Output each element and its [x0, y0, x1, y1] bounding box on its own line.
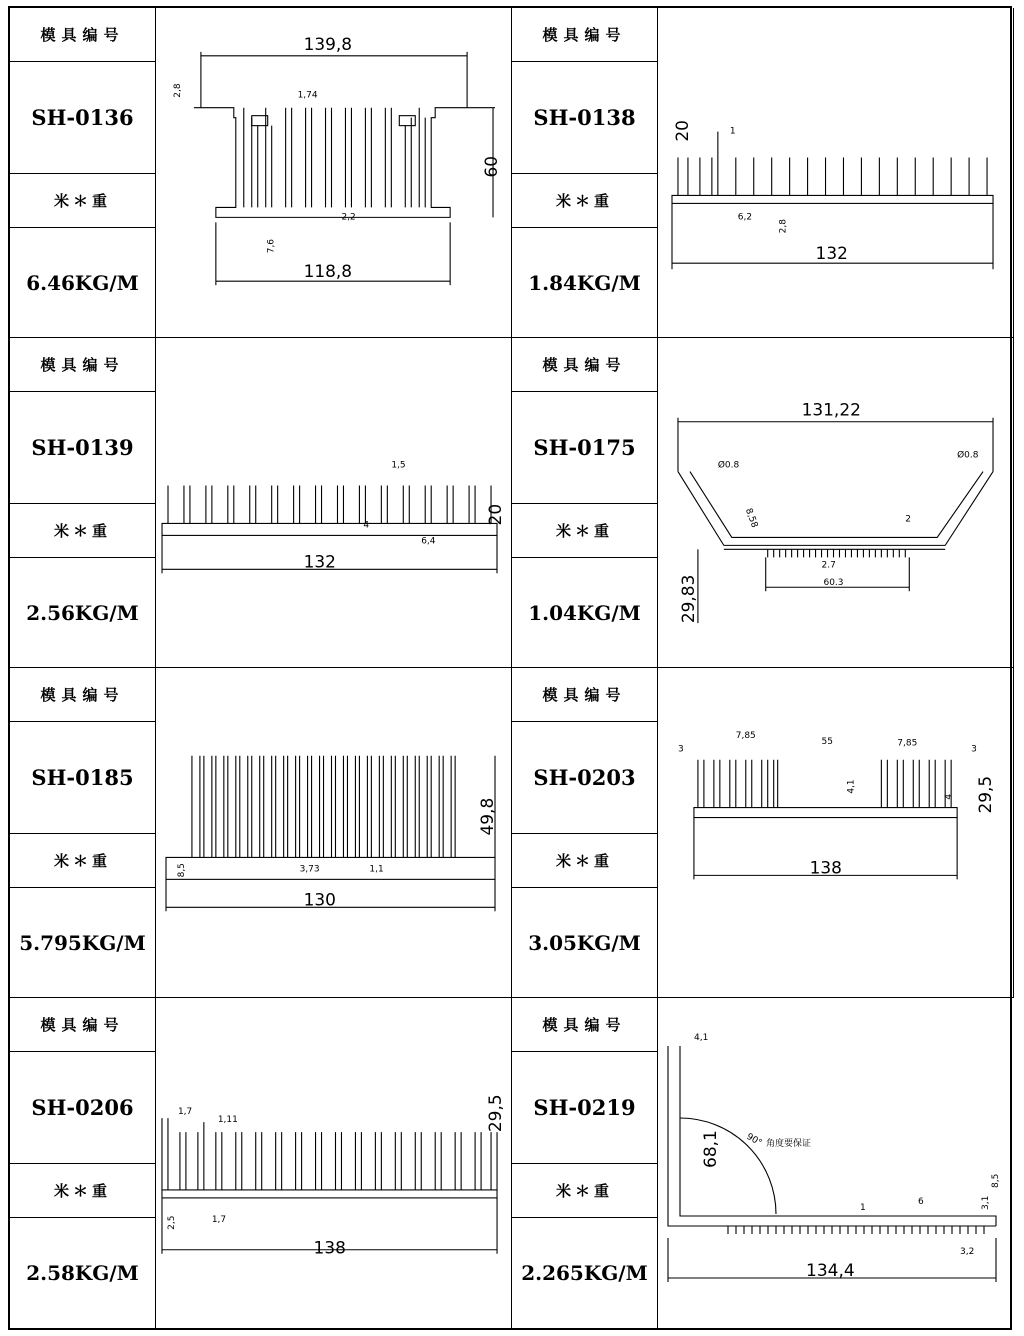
dim-base: 8,5: [176, 863, 187, 878]
weight-value: 1.04KG/M: [528, 600, 641, 625]
dim-height: 68,1: [701, 1130, 721, 1168]
dim-base-width: 118,8: [303, 261, 353, 282]
heatsink-drawing-sh-0219: [658, 998, 1014, 1328]
drawing-sh-0138: [658, 8, 1014, 338]
weight-value: 2.56KG/M: [26, 600, 139, 625]
weight-header: 米＊重: [512, 174, 657, 228]
drawing-sh-0185: [156, 668, 512, 998]
mold-code: SH-0206: [10, 1052, 155, 1164]
dim-group-left: 7,85: [735, 730, 756, 741]
dim-height: 49,8: [477, 797, 498, 836]
weight-value: 2.265KG/M: [521, 1261, 648, 1285]
dim-slot: 8,58: [742, 507, 760, 530]
dim-height: 20: [484, 503, 505, 526]
dim-fin: 2.7: [821, 560, 836, 571]
weight-header: 米＊重: [10, 834, 155, 888]
weight-value: 2.58KG/M: [26, 1261, 139, 1285]
dim-span: 60.3: [823, 578, 844, 589]
dim-height: 20: [671, 120, 692, 142]
dim-fin: 1,1: [369, 864, 384, 875]
dim-height: 29,83: [677, 574, 698, 624]
dim-fin: 1: [860, 1203, 866, 1213]
mold-number-header: 模具编号: [512, 338, 657, 392]
label-column: [10, 998, 156, 1328]
angle-label: 90°: [744, 1131, 764, 1149]
heatsink-drawing-sh-0185: [156, 668, 511, 997]
mold-code: SH-0138: [512, 62, 657, 174]
dim-wall: 4,1: [694, 1033, 709, 1043]
dim-base: 3,1: [981, 1195, 991, 1210]
mold-code: SH-0175: [512, 392, 657, 504]
dim-base-height: 7,6: [266, 238, 277, 254]
dim-width: 131,22: [801, 399, 861, 420]
dim-total: 8,5: [991, 1173, 1001, 1188]
angle-note: 角度要保证: [766, 1139, 812, 1149]
weight-value: 6.46KG/M: [26, 270, 139, 295]
heatsink-drawing-sh-0206: [156, 998, 511, 1328]
label-column: [10, 668, 156, 998]
drawing-sh-0203: [658, 668, 1014, 998]
label-column: [10, 8, 156, 338]
mold-number-header: 模具编号: [512, 668, 657, 722]
label-column: [512, 338, 658, 668]
dim-group-right: 7,85: [897, 738, 918, 749]
dim-width: 132: [815, 243, 848, 264]
dim-fin: 1,11: [217, 1115, 238, 1126]
mold-number-header: 模具编号: [10, 338, 155, 392]
dim-base: 2,8: [778, 219, 789, 234]
mold-code: SH-0185: [10, 722, 155, 834]
drawing-sh-0219: [658, 998, 1014, 1328]
mold-number-header: 模具编号: [512, 998, 657, 1052]
dim-pitch: 6,2: [737, 212, 753, 223]
dim-height: 29,5: [975, 775, 996, 814]
dim-pitch: 6,4: [421, 536, 436, 547]
dim-center: 55: [821, 736, 833, 747]
dim-base: 4: [363, 520, 370, 531]
dim-gap: 2,2: [341, 212, 356, 223]
drawing-sh-0136: [156, 8, 512, 338]
dim-width: 134,4: [806, 1261, 855, 1281]
label-column: [512, 668, 658, 998]
heatsink-drawing-sh-0136: [156, 8, 511, 337]
dim-height: 29,5: [485, 1094, 506, 1133]
dim-height: 60: [481, 155, 502, 178]
dim-width: 138: [809, 857, 842, 878]
dim-gap: 3,2: [960, 1247, 975, 1257]
weight-header: 米＊重: [512, 504, 657, 558]
dim-pitch: 3,73: [299, 864, 320, 875]
dim-gap: 1,7: [211, 1214, 227, 1225]
mold-code: SH-0139: [10, 392, 155, 504]
dim-fin-thickness: 1,74: [297, 90, 318, 101]
label-column: [512, 8, 658, 338]
dim-width: 138: [313, 1237, 346, 1258]
dim-base: 2,5: [166, 1215, 177, 1230]
mold-code: SH-0219: [512, 1052, 657, 1164]
dim-width: 130: [303, 889, 336, 910]
heatsink-drawing-sh-0139: [156, 338, 511, 667]
dim-hole-left: Ø0.8: [717, 460, 740, 471]
weight-header: 米＊重: [10, 504, 155, 558]
dim-wall: 1,7: [177, 1107, 193, 1118]
drawing-sh-0206: [156, 998, 512, 1328]
heatsink-drawing-sh-0203: [658, 668, 1013, 997]
dim-wall: 2,8: [172, 83, 183, 98]
mold-number-header: 模具编号: [10, 668, 155, 722]
heatsink-drawing-sh-0138: [658, 8, 1013, 337]
weight-header: 米＊重: [512, 1164, 657, 1218]
dim-base: 2: [905, 514, 912, 525]
label-column: [512, 998, 658, 1328]
weight-header: 米＊重: [10, 174, 155, 228]
drawing-sh-0139: [156, 338, 512, 668]
dim-base: 4: [944, 793, 955, 800]
dim-fin: 1,5: [391, 460, 406, 471]
dim-edge-left: 3: [677, 744, 684, 755]
weight-header: 米＊重: [10, 1164, 155, 1218]
mold-code: SH-0136: [10, 62, 155, 174]
dim-pitch: 6: [918, 1197, 924, 1207]
mold-number-header: 模具编号: [10, 8, 155, 62]
drawing-sh-0175: [658, 338, 1014, 668]
dim-fin: 1: [729, 126, 736, 137]
profile-catalog-table: [8, 6, 1012, 1330]
weight-value: 1.84KG/M: [528, 270, 641, 295]
dim-width: 132: [303, 551, 336, 572]
mold-code: SH-0203: [512, 722, 657, 834]
weight-value: 5.795KG/M: [19, 930, 146, 955]
mold-number-header: 模具编号: [10, 998, 155, 1052]
dim-width-top: 139,8: [303, 33, 353, 54]
dim-edge-right: 3: [971, 744, 977, 755]
label-column: [10, 338, 156, 668]
weight-header: 米＊重: [512, 834, 657, 888]
mold-number-header: 模具编号: [512, 8, 657, 62]
heatsink-drawing-sh-0175: [658, 338, 1013, 667]
weight-value: 3.05KG/M: [528, 930, 641, 955]
dim-hole-right: Ø0.8: [957, 450, 979, 461]
dim-fin-height: 4,1: [846, 779, 857, 794]
